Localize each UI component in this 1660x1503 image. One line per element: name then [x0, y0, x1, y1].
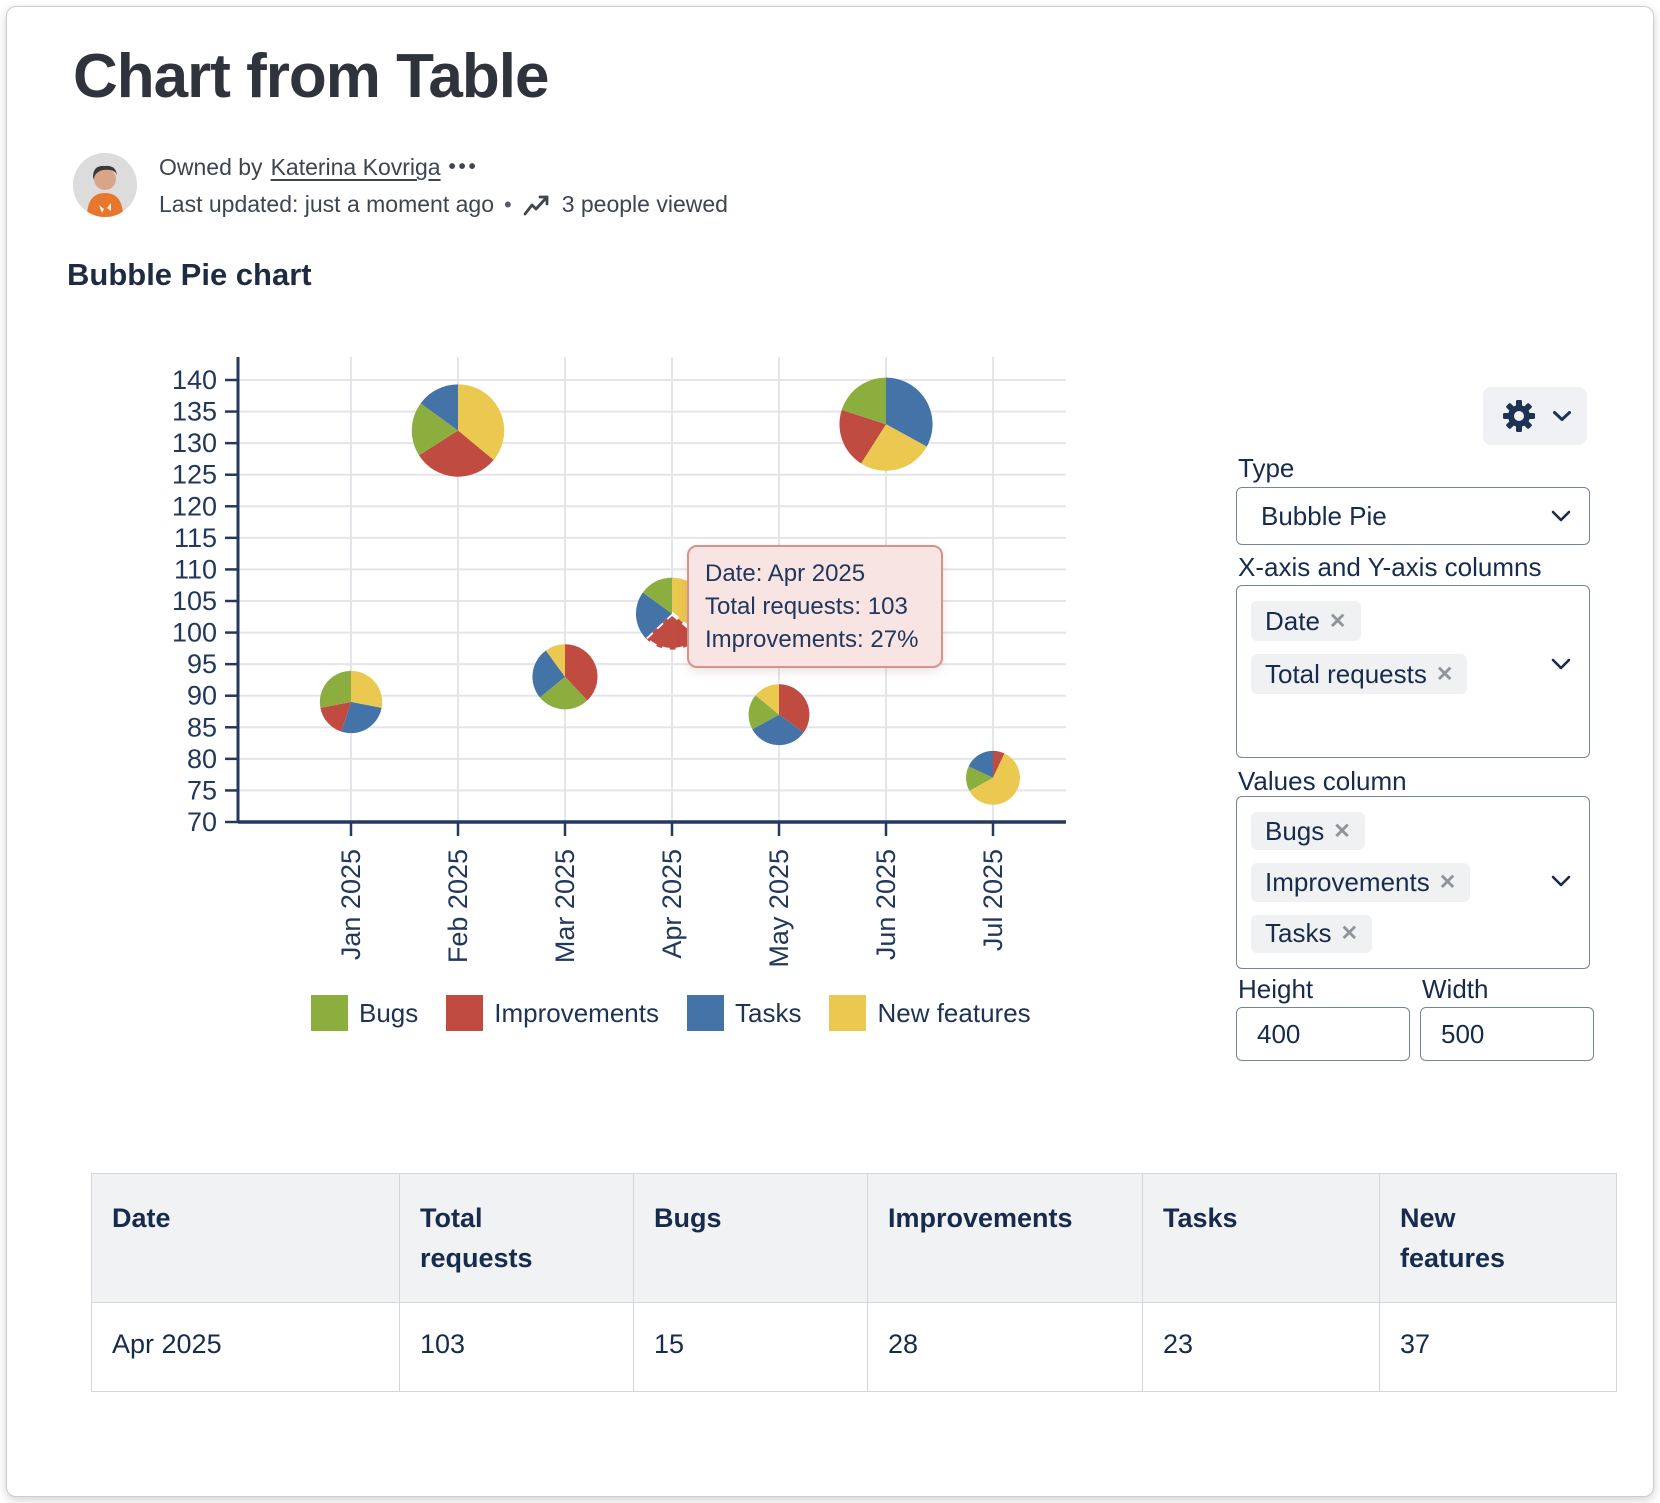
legend-item	[446, 995, 659, 1031]
y-tick-label: 70	[186, 807, 217, 837]
y-tick-label: 120	[171, 491, 217, 522]
y-tick-label: 75	[186, 775, 217, 806]
xy-column-tag	[1251, 601, 1361, 641]
legend-swatch	[311, 995, 348, 1031]
legend-item	[687, 995, 801, 1031]
y-tick-label: 130	[171, 428, 217, 459]
table-header-cell: Bugs	[634, 1174, 868, 1303]
page-card	[6, 6, 1654, 1497]
byline	[159, 154, 728, 218]
legend-label: Tasks	[735, 997, 802, 1028]
values-column-tag	[1251, 812, 1365, 850]
chart-tooltip	[687, 545, 943, 668]
legend-label: Bugs	[359, 997, 419, 1028]
remove-tag-icon[interactable]: ✕	[1340, 922, 1359, 946]
x-tick-label: Mar 2025	[550, 849, 580, 964]
last-updated-text: Last updated: just a moment ago	[159, 191, 494, 217]
tooltip-line: Total requests: 103	[705, 593, 908, 620]
source-table	[91, 1173, 1617, 1392]
owned-by-label: Owned by	[159, 154, 263, 180]
chart-type-value: Bubble Pie	[1261, 500, 1387, 531]
gear-icon	[1499, 396, 1539, 436]
y-tick-label: 105	[171, 586, 217, 616]
chevron-down-icon	[1553, 411, 1571, 422]
chevron-down-icon	[1551, 658, 1571, 670]
legend-swatch	[446, 995, 483, 1031]
xy-column-tag-label: Date	[1265, 605, 1320, 636]
width-input[interactable]	[1420, 1007, 1594, 1061]
values-column-label: Values column	[1238, 766, 1407, 796]
values-column-tag	[1251, 863, 1470, 901]
table-header-cell: Improvements	[868, 1174, 1143, 1303]
table-cell: 28	[868, 1303, 1143, 1392]
chart-section-heading: Bubble Pie chart	[67, 257, 312, 292]
remove-tag-icon[interactable]: ✕	[1333, 819, 1351, 843]
chart-type-select[interactable]	[1236, 487, 1590, 545]
tooltip-line: Date: Apr 2025	[705, 560, 866, 587]
width-value: 500	[1441, 1018, 1485, 1049]
chart-settings-button[interactable]	[1483, 387, 1587, 445]
height-input[interactable]	[1236, 1007, 1410, 1061]
legend-swatch	[687, 995, 724, 1031]
xy-column-tag	[1251, 654, 1467, 694]
height-label: Height	[1238, 974, 1314, 1004]
values-column-tag	[1251, 915, 1372, 953]
chevron-down-icon	[1551, 510, 1571, 522]
x-tick-label: Feb 2025	[443, 849, 473, 964]
xy-columns-label: X-axis and Y-axis columns	[1238, 552, 1542, 582]
values-column-tag-label: Improvements	[1265, 866, 1430, 897]
pie-slice-bugs[interactable]	[320, 671, 351, 708]
legend-swatch	[829, 995, 866, 1031]
legend-label: Improvements	[494, 997, 659, 1028]
owner-avatar[interactable]	[73, 153, 137, 217]
pie-slice-new-features[interactable]	[351, 671, 382, 708]
bubble-pie-chart	[151, 337, 1111, 1047]
x-tick-label: Jun 2025	[871, 849, 901, 961]
xy-column-tag-label: Total requests	[1265, 658, 1427, 689]
y-tick-label: 85	[186, 712, 217, 743]
values-column-multiselect[interactable]	[1236, 796, 1590, 969]
table-header-cell: Tasks	[1143, 1174, 1380, 1303]
remove-tag-icon[interactable]: ✕	[1328, 609, 1347, 633]
legend-item	[311, 995, 418, 1031]
views-count: 3 people viewed	[561, 191, 728, 217]
chart-legend	[311, 995, 1031, 1031]
type-label: Type	[1238, 453, 1295, 483]
x-tick-label: Jul 2025	[978, 849, 1008, 952]
y-tick-label: 140	[171, 365, 217, 395]
width-label: Width	[1422, 974, 1489, 1004]
xy-columns-multiselect[interactable]	[1236, 585, 1590, 758]
y-tick-label: 125	[171, 459, 217, 490]
y-tick-label: 115	[173, 522, 217, 553]
legend-label: New features	[877, 997, 1031, 1028]
legend-item	[829, 995, 1030, 1031]
height-value: 400	[1257, 1018, 1301, 1049]
tooltip-line: Improvements: 27%	[705, 626, 919, 653]
table-cell: 103	[400, 1303, 634, 1392]
table-cell: 37	[1380, 1303, 1617, 1392]
owner-link[interactable]: Katerina Kovriga	[270, 154, 441, 180]
y-tick-label: 135	[171, 396, 217, 427]
trend-icon	[522, 192, 552, 218]
x-tick-label: Apr 2025	[657, 849, 687, 959]
y-tick-label: 110	[173, 554, 217, 585]
remove-tag-icon[interactable]: ✕	[1438, 870, 1457, 894]
chart-canvas[interactable]	[151, 337, 1111, 1047]
table-row	[92, 1303, 1617, 1392]
table-header-cell: Date	[92, 1174, 400, 1303]
table-cell: 15	[634, 1303, 868, 1392]
y-tick-label: 80	[186, 743, 217, 774]
chevron-down-icon	[1551, 875, 1571, 887]
separator-dot: •	[504, 191, 512, 217]
x-tick-label: May 2025	[764, 849, 794, 968]
remove-tag-icon[interactable]: ✕	[1435, 662, 1454, 686]
y-tick-label: 100	[171, 617, 217, 648]
values-column-tag-label: Tasks	[1265, 918, 1332, 949]
table-header-cell: Total requests	[400, 1174, 634, 1303]
table-cell: Apr 2025	[92, 1303, 400, 1392]
y-tick-label: 90	[186, 680, 217, 711]
page-title: Chart from Table	[73, 42, 549, 111]
table-header-cell: New features	[1380, 1174, 1617, 1303]
x-tick-label: Jan 2025	[336, 849, 366, 961]
y-tick-label: 95	[186, 649, 217, 680]
table-cell: 23	[1143, 1303, 1380, 1392]
values-column-tag-label: Bugs	[1265, 815, 1325, 846]
avatar-image	[73, 153, 137, 217]
more-actions-icon[interactable]: •••	[448, 156, 479, 178]
